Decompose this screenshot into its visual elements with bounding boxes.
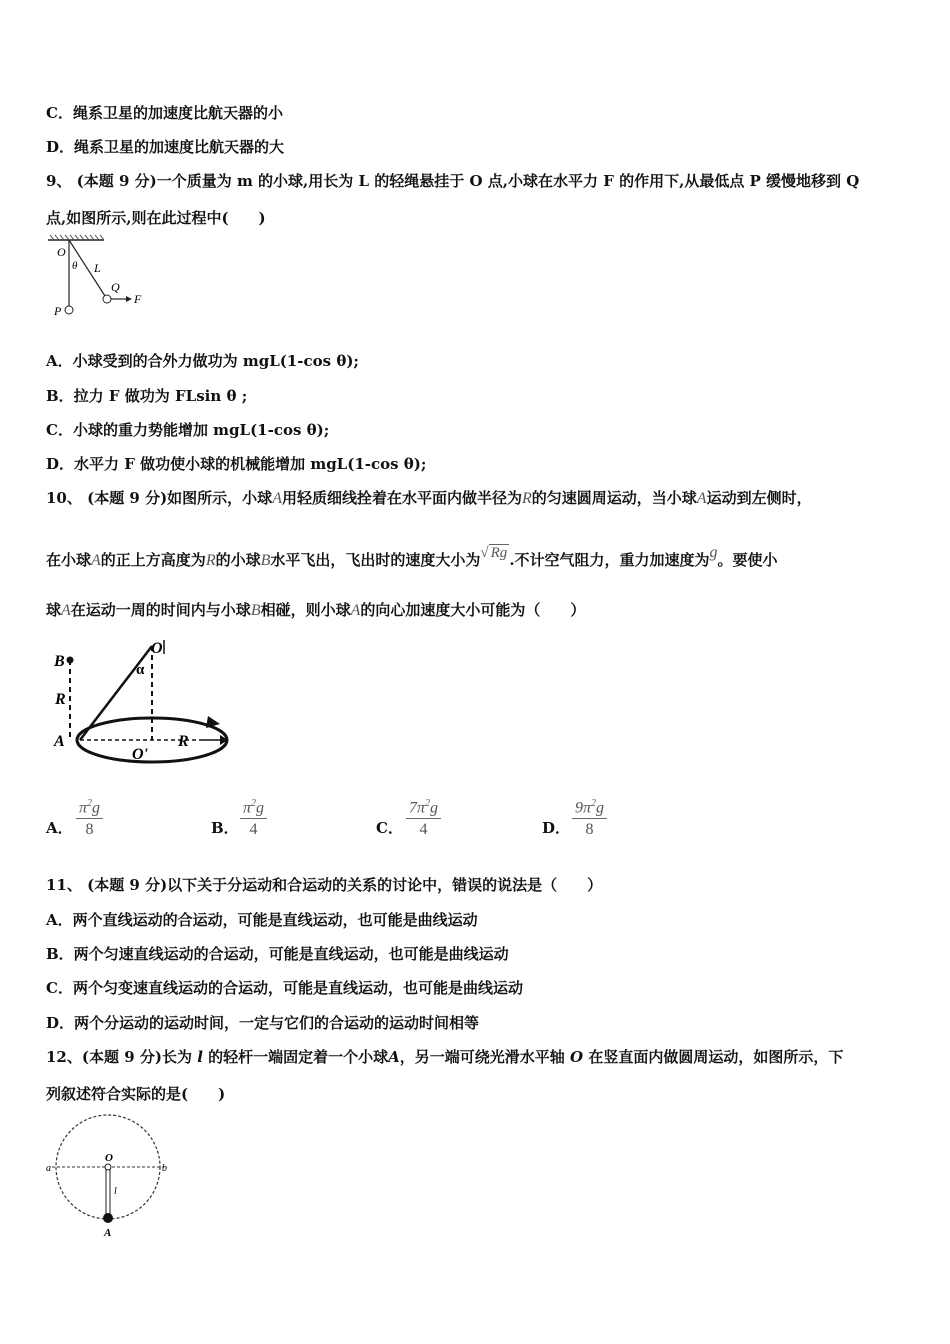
q9-option-b: B．拉力 F 做功为 FLsin θ ; <box>46 387 248 405</box>
q10-option-a-label: A． <box>46 819 73 837</box>
q12-stem-line1: 12、(本题 9 分)长为 l 的轻杆一端固定着一个小球A，另一端可绕光滑水平轴 O 在竖直面内做圆周运动，如图所示，下 <box>46 1048 844 1066</box>
q10-option-c-label: C． <box>376 819 403 837</box>
fig12-label-a-ball: A <box>104 1227 112 1239</box>
q9-option-a: A．小球受到的合外力做功为 mgL(1-cos θ); <box>46 352 359 370</box>
q10-option-b-label: B． <box>211 819 239 837</box>
q10-option-d-fraction: $\frac{9\pi^2g}{8}$ <box>572 794 607 841</box>
q10-option-a-fraction: $\frac{\pi^2g}{8}$ <box>76 794 103 841</box>
q9-stem-line2: 点,如图所示,则在此过程中( ) <box>46 209 266 227</box>
q8-option-d: D．绳系卫星的加速度比航天器的大 <box>46 138 285 156</box>
q11-stem: 11、 (本题 9 分)以下关于分运动和合运动的关系的讨论中，错误的说法是（ ） <box>46 876 603 894</box>
q9-stem-line1: 9、 (本题 9 分)一个质量为 m 的小球,用长为 L 的轻绳悬挂于 O 点,小球在水平力 F 的作用下,从最低点 P 缓慢地移到 Q <box>46 172 860 190</box>
q11-option-c: C．两个匀变速直线运动的合运动，可能是直线运动，也可能是曲线运动 <box>46 979 523 997</box>
fig12-label-l: l <box>114 1186 117 1197</box>
q9-option-d: D．水平力 F 做功使小球的机械能增加 mgL(1-cos θ); <box>46 455 427 473</box>
q9-pendulum-figure <box>44 234 144 320</box>
fig12-label-o: O <box>105 1152 113 1164</box>
q11-option-a: A．两个直线运动的合运动，可能是直线运动，也可能是曲线运动 <box>46 911 478 929</box>
fig9-label-f: F <box>134 292 142 306</box>
fig10-label-o-prime: O' <box>132 746 148 763</box>
fig10-label-b: B <box>54 653 65 670</box>
q10-stem-line2: 在小球A的正上方高度为R的小球B水平飞出，飞出时的速度大小为√ Rg .不计空气阻力，重力加速度为g。要使小 <box>46 544 778 569</box>
fig10-label-o: O <box>151 640 163 657</box>
q11-option-b: B．两个匀速直线运动的合运动，可能是直线运动，也可能是曲线运动 <box>46 945 509 963</box>
q10-option-d-label: D． <box>542 819 571 837</box>
q10-stem-line3: 球A在运动一周的时间内与小球B相碰，则小球A的向心加速度大小可能为（ ） <box>46 601 586 619</box>
fig9-label-p: P <box>54 304 62 318</box>
sqrt-rg: √ Rg <box>480 545 508 561</box>
q8-option-c: C．绳系卫星的加速度比航天器的小 <box>46 104 283 122</box>
q12-stem-line2: 列叙述符合实际的是( ) <box>46 1085 226 1103</box>
fig10-label-r-radius: R <box>178 733 189 750</box>
fig9-label-l: L <box>94 261 101 275</box>
q10-option-c-fraction: $\frac{7\pi^2g}{4}$ <box>406 794 441 841</box>
fig9-label-o: O <box>57 245 66 259</box>
fig10-label-r-vertical: R <box>55 691 66 708</box>
q10-option-b-fraction: $\frac{\pi^2g}{4}$ <box>240 794 267 841</box>
fig9-label-theta: θ <box>72 260 78 272</box>
fig12-label-b: b <box>162 1163 167 1174</box>
fig10-label-alpha: α <box>136 662 145 678</box>
q9-option-c: C．小球的重力势能增加 mgL(1-cos θ); <box>46 421 330 439</box>
q10-stem-line1: 10、 (本题 9 分)如图所示，小球A用轻质细线拴着在水平面内做半径为R的匀速圆周运动，当小球A运动到左侧时， <box>46 489 812 507</box>
q11-option-d: D．两个分运动的运动时间，一定与它们的合运动的运动时间相等 <box>46 1014 480 1032</box>
q12-circle-figure <box>44 1113 174 1241</box>
fig12-label-a-left: a <box>46 1163 51 1174</box>
fig9-label-q: Q <box>111 280 120 294</box>
q10-conical-pendulum-figure <box>50 636 240 766</box>
fig10-label-a: A <box>54 733 65 750</box>
